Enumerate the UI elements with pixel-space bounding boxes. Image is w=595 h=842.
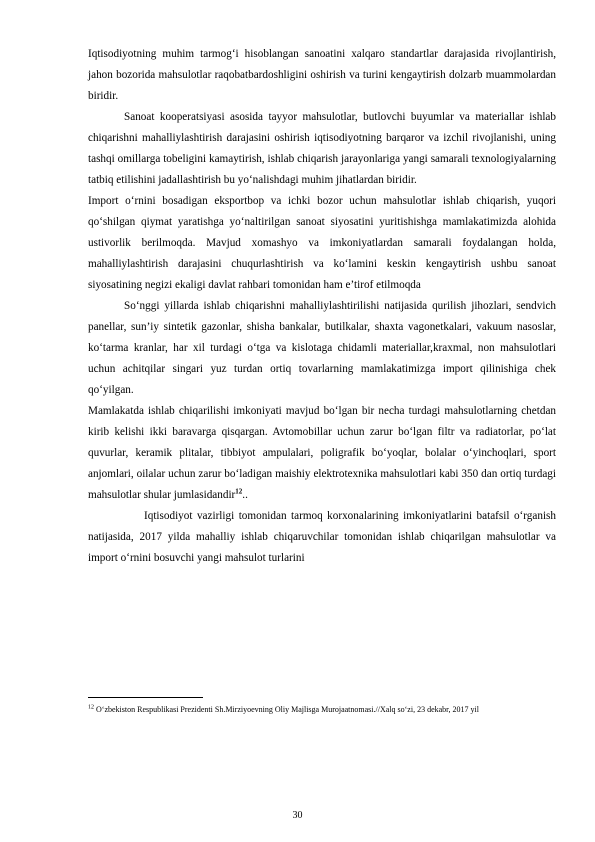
body-text xyxy=(88,44,556,569)
footnote-text: O‘zbekiston Respublikasi Prezidenti Sh.Mirziyoevning Oliy Majlisga Murojaatnomasi.//Xalq so‘zi, 23 dekabr, 2017 yil xyxy=(94,705,479,714)
paragraph-5-text: Mamlakatda ishlab chiqarilishi imkoniyati mavjud bo‘lgan bir necha turdagi mahsulotlarning chetdan kirib kelishi ikki baravarga qisqargan. Avtomobillar uchun zarur bo‘lgan filtr va radiatorlar, po‘lat quvurlar, keramik plitalar, tibbiyot ampulalari, poligrafik bo‘yoqlar, bolalar o‘yinchoqlari, sport anjomlari, oilalar uchun zarur bo‘ladigan maishiy elektrotexnika mahsulotlari kabi 350 dan ortiq turdagi mahsulotlar shular jumlasidandir xyxy=(88,405,556,501)
paragraph-6: Iqtisodiyot vazirligi tomonidan tarmoq korxonalarining imkoniyatlarini batafsil o‘rganish natijasida, 2017 yilda mahalliy ishlab chiqaruvchilar tomonidan ishlab chiqarilgan mahsulotlar va import o‘rnini bosuvchi yangi mahsulot turlarini xyxy=(88,510,556,564)
paragraph-2: Sanoat kooperatsiyasi asosida tayyor mahsulotlar, butlovchi buyumlar va materiallar ishlab chiqarishni mahalliylashtirish darajasini oshirish iqtisodiyotning barqaror va izchil rivojlanishi, uning tashqi omillarga tobeligini kamaytirish, ishlab chiqarish jarayonlariga yangi samarali texnologiyalarning tatbiq etilishini jadallashtirish bu yo‘nalishdagi muhim jihatlardan biridir. xyxy=(88,111,556,186)
footnote-separator xyxy=(88,697,203,698)
paragraph-3: Import o‘rnini bosadigan eksportbop va ichki bozor uchun mahsulotlar ishlab chiqarish, yuqori qo‘shilgan qiymat yaratishga yo‘naltirilgan sanoat siyosatini yuritishishga mamlakatimizda alohida ustivorlik berilmoqda. Mavjud xomashyo va imkoniyatlardan samarali foydalangan holda, mahalliylashtirish darajasini chuqurlashtirish va ko‘lamini keskin kengaytirish ushbu sanoat siyosatining negizi ekaligi davlat rahbari tomonidan ham e’tirof etilmoqda xyxy=(88,195,556,291)
paragraph-5 xyxy=(88,401,556,506)
footnote xyxy=(88,701,556,718)
paragraph-1: Iqtisodiyotning muhim tarmog‘i hisoblangan sanoatini xalqaro standartlar darajasida rivojlantirish, jahon bozorida mahsulotlar raqobatbardoshligini oshirish va turini kengaytirish dolzarb muammolardan biridir. xyxy=(88,48,556,102)
page-number: 30 xyxy=(292,810,303,821)
paragraph-4: So‘nggi yillarda ishlab chiqarishni mahalliylashtirilishi natijasida qurilish jihozlari, sendvich panellar, sun’iy sintetik gazonlar, shisha bankalar, butilkalar, shaxta vagonetkalari, vakuum nasoslar, ko‘tarma kranlar, har xil turdagi o‘tga va kislotaga chidamli materiallar,kraxmal, non mahsulotlari uchun achitqilar singari yuz turdan ortiq tovarlarning mamlakatimizga import qilinishiga chek qo‘yilgan. xyxy=(88,300,556,396)
footnote-reference[interactable]: 12 xyxy=(235,487,243,496)
footnote-number: 12 xyxy=(88,704,94,711)
footnote-reference-suffix: .. xyxy=(242,489,248,501)
